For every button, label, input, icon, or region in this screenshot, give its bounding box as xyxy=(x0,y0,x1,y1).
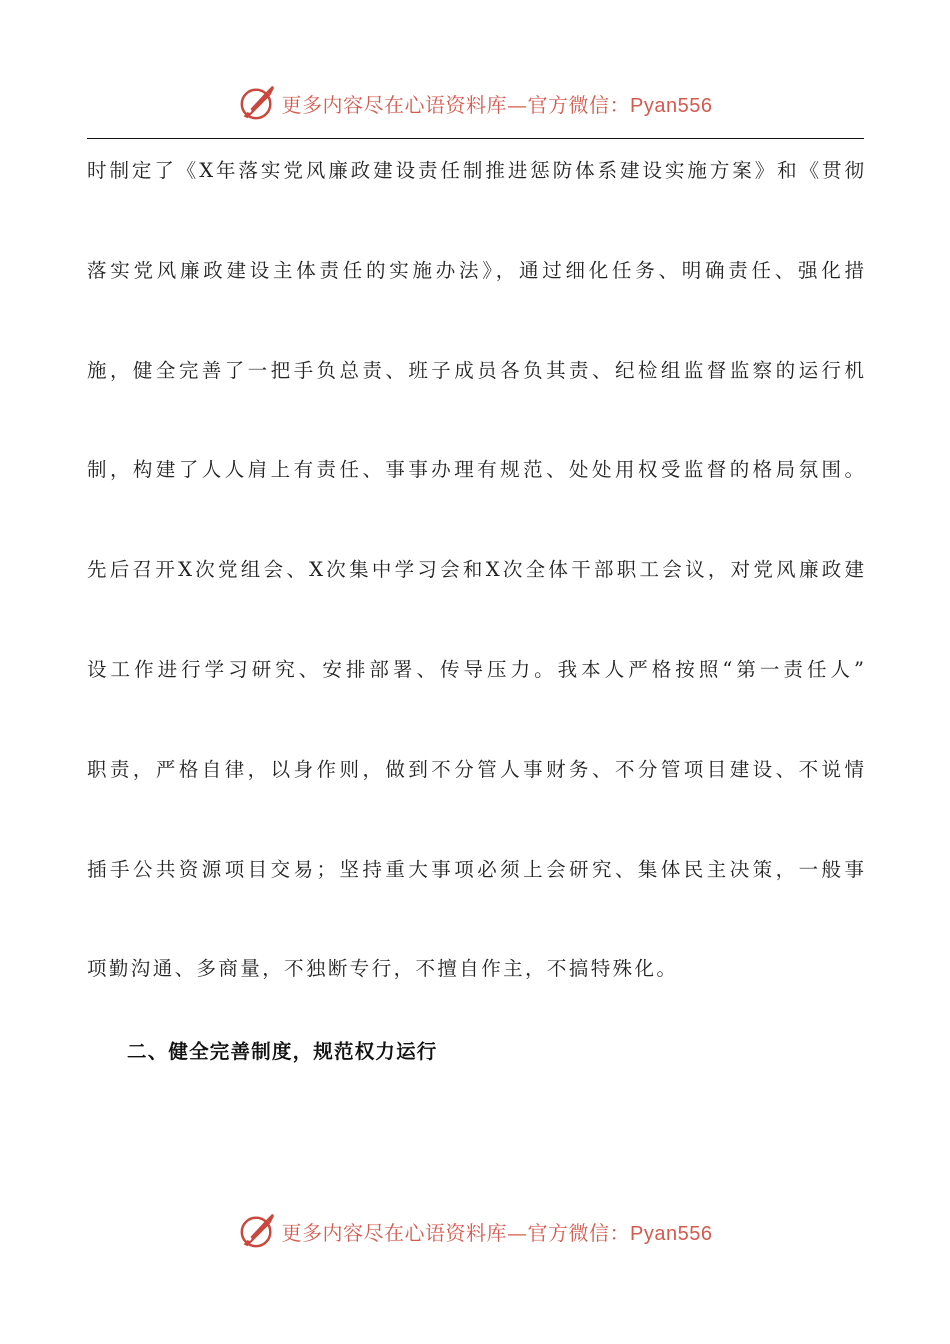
body-line: 先后召开X次党组会、X次集中学习会和X次全体干部职工会议，对党风廉政建 xyxy=(87,558,864,582)
footer-wechat-id: Pyan556 xyxy=(630,1222,713,1245)
body-line: 设工作进行学习研究、安排部署、传导压力。我本人严格按照“第一责任人” xyxy=(87,657,864,681)
header-divider xyxy=(87,138,864,139)
pen-nib-logo-icon xyxy=(238,1212,276,1250)
body-line: 项勤沟通、多商量，不独断专行，不擅自作主，不搞特殊化。 xyxy=(87,957,679,981)
footer-banner xyxy=(0,1212,950,1250)
footer-banner-text: 更多内容尽在心语资料库—官方微信：Pyan556 xyxy=(281,1220,713,1245)
pen-nib-logo-icon xyxy=(238,84,276,122)
body-line: 插手公共资源项目交易；坚持重大事项必须上会研究、集体民主决策，一般事 xyxy=(87,857,864,881)
header-wechat-id: Pyan556 xyxy=(630,94,713,117)
document-body xyxy=(87,140,864,1038)
body-line: 时制定了《X年落实党风廉政建设责任制推进惩防体系建设实施方案》和《贯彻 xyxy=(87,159,864,182)
body-line: 制，构建了人人肩上有责任、事事办理有规范、处处用权受监督的格局氛围。 xyxy=(87,458,864,482)
section-heading: 二、健全完善制度，规范权力运行 xyxy=(127,1040,438,1063)
body-line: 施，健全完善了一把手负总责、班子成员各负其责、纪检组监督监察的运行机 xyxy=(87,358,864,382)
header-banner-text: 更多内容尽在心语资料库—官方微信：Pyan556 xyxy=(281,92,713,117)
header-banner xyxy=(0,84,950,122)
body-line: 落实党风廉政建设主体责任的实施办法》，通过细化任务、明确责任、强化措 xyxy=(87,258,864,282)
body-line: 职责，严格自律，以身作则，做到不分管人事财务、不分管项目建设、不说情 xyxy=(87,757,864,781)
